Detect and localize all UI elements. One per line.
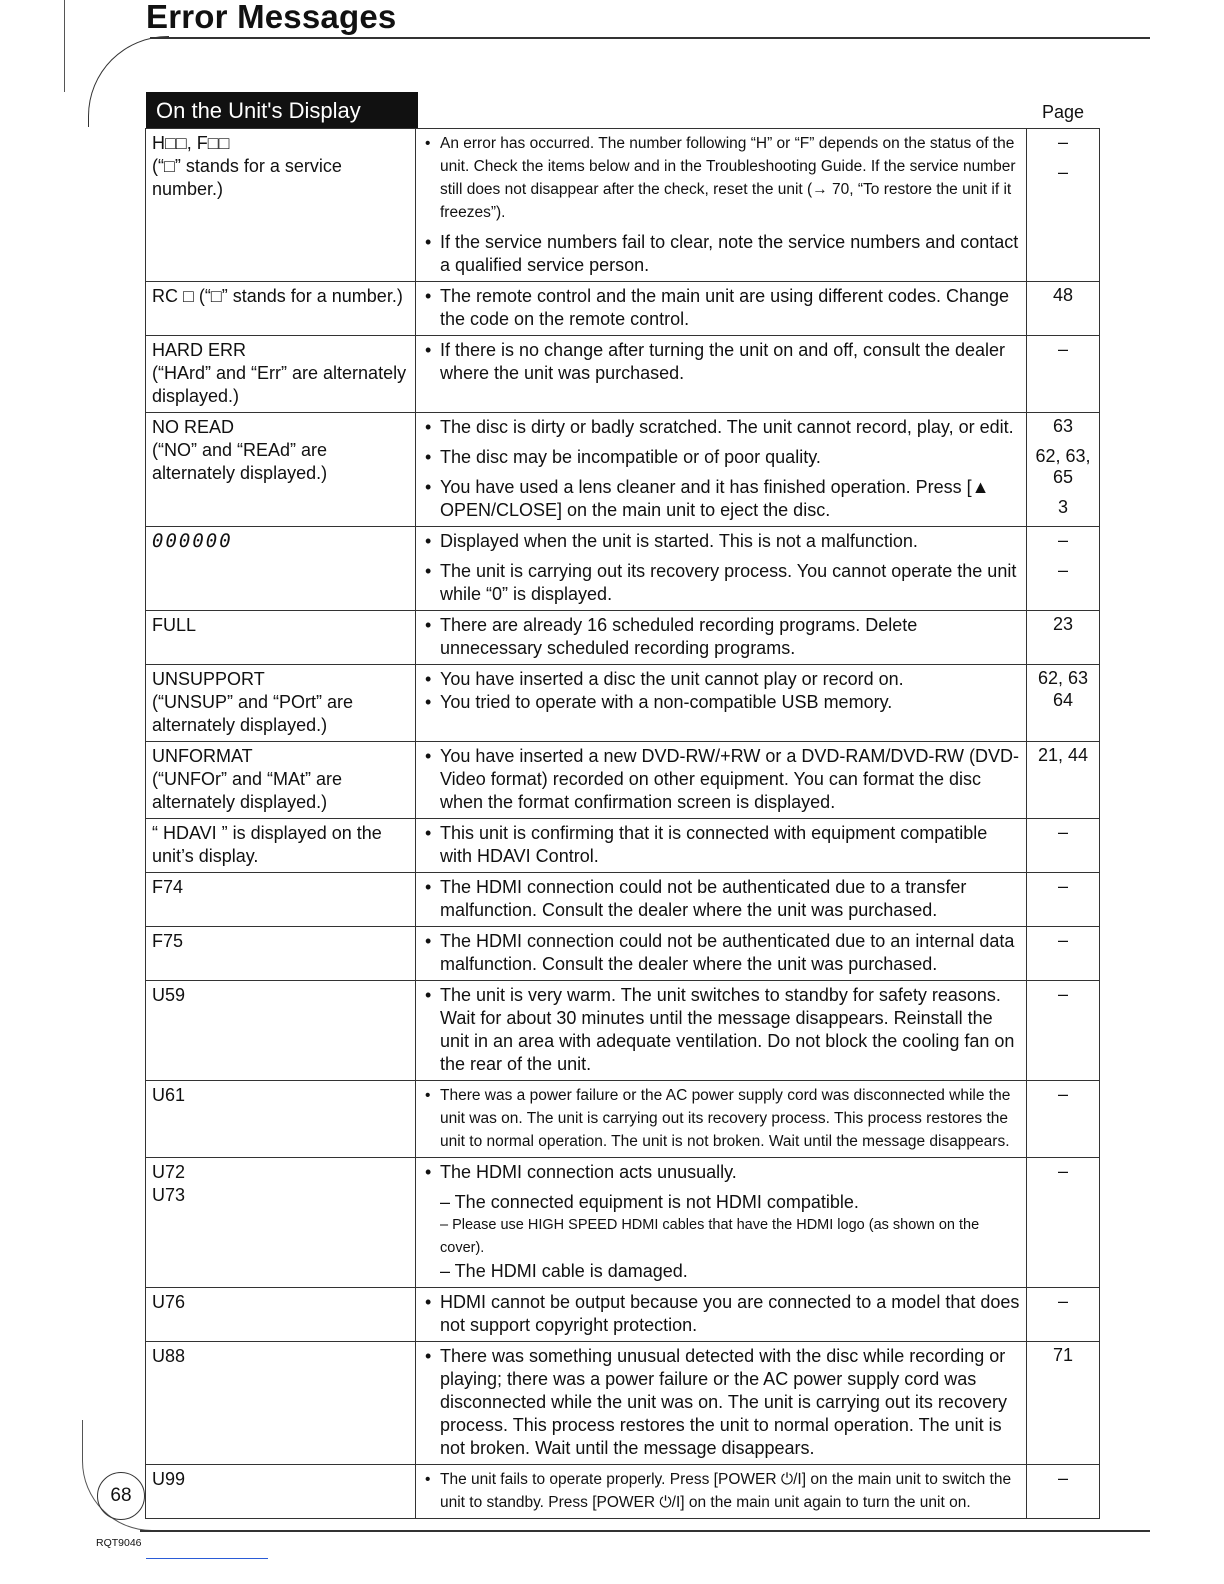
page-reference-cell xyxy=(1027,282,1100,336)
table-row xyxy=(146,1288,1100,1342)
page-reference: 21, 44 xyxy=(1037,745,1089,765)
description-cell xyxy=(416,665,1027,742)
description-item: • The unit fails to operate properly. Press [POWER ⏻/I] on the main unit to switch the unit to standby. Press [POWER ⏻/I] on the main unit again to turn the unit on. xyxy=(422,1468,1020,1514)
description-item: • The disc may be incompatible or of poor quality. xyxy=(422,446,1020,469)
page-reference-cell xyxy=(1027,1288,1100,1342)
page-reference-cell xyxy=(1027,873,1100,927)
description-cell xyxy=(416,873,1027,927)
display-message-text: NO READ xyxy=(152,417,235,437)
description-item: • An error has occurred. The number following “H” or “F” depends on the status of the unit. Check the items below and in the Troubleshooting Guide. If the service number still does not disappear after the check, reset the unit (→ 70, “To restore the unit if it freezes”). xyxy=(422,132,1020,224)
page-reference: – xyxy=(1057,132,1068,152)
display-message-text: (“UNSUP” and “POrt” are alternately displayed.) xyxy=(152,692,354,735)
page-reference-cell xyxy=(1027,1465,1100,1519)
page-reference: 62, 63, 65 xyxy=(1035,445,1091,487)
description-cell xyxy=(416,413,1027,527)
page-reference: 63 xyxy=(1052,416,1074,436)
display-message-cell xyxy=(146,527,416,611)
description-item: • The unit is carrying out its recovery process. You cannot operate the unit while “0” is displayed. xyxy=(422,560,1020,606)
page-reference: – xyxy=(1057,1084,1068,1104)
description-item: • The HDMI connection acts unusually. xyxy=(422,1161,1020,1184)
display-message-cell xyxy=(146,336,416,413)
description-item: • HDMI cannot be output because you are connected to a model that does not support copyright protection. xyxy=(422,1291,1020,1337)
table-row xyxy=(146,611,1100,665)
page-reference: 23 xyxy=(1052,614,1074,634)
table-row xyxy=(146,527,1100,611)
page-reference-cell xyxy=(1027,665,1100,742)
page-reference-cell xyxy=(1027,1081,1100,1158)
document-code: RQT9046 xyxy=(96,1537,142,1549)
description-cell xyxy=(416,927,1027,981)
description-sub-item: – The HDMI cable is damaged. xyxy=(440,1261,688,1281)
table-row xyxy=(146,1342,1100,1465)
page-reference: 62, 63 xyxy=(1037,668,1089,688)
display-message-cell xyxy=(146,927,416,981)
display-message-cell xyxy=(146,742,416,819)
footer-rule xyxy=(140,1530,1150,1532)
display-message-text: “ HDAVI ” is displayed on the unit’s display. xyxy=(152,823,382,866)
description-item: • The remote control and the main unit are using different codes. Change the code on the remote control. xyxy=(422,285,1020,331)
description-item: • This unit is confirming that it is connected with equipment compatible with HDAVI Control. xyxy=(422,822,1020,868)
display-message-text: U72 xyxy=(152,1162,186,1182)
page-reference: – xyxy=(1057,530,1068,550)
description-cell xyxy=(416,742,1027,819)
display-message-cell xyxy=(146,819,416,873)
display-message-text: U73 xyxy=(152,1185,186,1205)
table-row xyxy=(146,282,1100,336)
page-reference: – xyxy=(1057,339,1068,359)
page-reference: – xyxy=(1057,876,1068,896)
display-message-text: (“□” stands for a service number.) xyxy=(152,156,342,199)
display-message-text: (“HArd” and “Err” are alternately displayed.) xyxy=(152,363,407,406)
display-message-cell xyxy=(146,665,416,742)
description-item: • There was something unusual detected with the disc while recording or playing; there was a power failure or the AC power supply cord was disconnected while the unit was on. The unit is carrying out its recovery process. This process restores the unit to normal operation. The unit is not broken. Wait until the message disappears. xyxy=(422,1345,1020,1460)
description-sub-item: – The connected equipment is not HDMI compatible. xyxy=(440,1192,859,1212)
display-message-cell xyxy=(146,1465,416,1519)
page-reference: – xyxy=(1057,984,1068,1004)
display-message-cell xyxy=(146,1342,416,1465)
description-cell xyxy=(416,819,1027,873)
description-item: • The unit is very warm. The unit switches to standby for safety reasons. Wait for about 30 minutes until the message disappears. Reinstall the unit in an area with adequate ventilation. Do not block the cooling fan on the rear of the unit. xyxy=(422,984,1020,1076)
page-reference-cell xyxy=(1027,981,1100,1081)
display-message-text: U61 xyxy=(152,1085,186,1105)
error-table-body xyxy=(146,129,1100,1519)
table-row xyxy=(146,1465,1100,1519)
display-message-text: U88 xyxy=(152,1346,186,1366)
page-reference: 64 xyxy=(1052,689,1074,710)
page-reference-cell xyxy=(1027,927,1100,981)
page-reference-cell xyxy=(1027,1158,1100,1288)
description-cell xyxy=(416,1158,1027,1288)
description-cell xyxy=(416,611,1027,665)
table-row xyxy=(146,413,1100,527)
page-number: 68 xyxy=(97,1472,145,1520)
display-message-text: RC □ (“□” stands for a number.) xyxy=(152,286,403,306)
description-item: • You have used a lens cleaner and it has finished operation. Press [▲ OPEN/CLOSE] on the main unit to eject the disc. xyxy=(422,476,1020,522)
page-reference-cell xyxy=(1027,819,1100,873)
description-item: • If there is no change after turning the unit on and off, consult the dealer where the unit was purchased. xyxy=(422,339,1020,385)
description-cell xyxy=(416,1288,1027,1342)
display-message-cell xyxy=(146,981,416,1081)
description-item: • The disc is dirty or badly scratched. The unit cannot record, play, or edit. xyxy=(422,416,1020,439)
table-row xyxy=(146,129,1100,282)
description-item: • You have inserted a disc the unit cannot play or record on. xyxy=(422,668,1020,691)
display-message-text: FULL xyxy=(152,615,197,635)
display-message-cell xyxy=(146,611,416,665)
table-row xyxy=(146,665,1100,742)
display-message-cell xyxy=(146,1081,416,1158)
description-cell xyxy=(416,527,1027,611)
page-reference: – xyxy=(1057,161,1068,182)
description-item: • There are already 16 scheduled recording programs. Delete unnecessary scheduled recording programs. xyxy=(422,614,1020,660)
description-item: • If the service numbers fail to clear, note the service numbers and contact a qualified service person. xyxy=(422,231,1020,277)
table-row xyxy=(146,873,1100,927)
display-message-text: UNFORMAT xyxy=(152,746,253,766)
description-item: • The HDMI connection could not be authenticated due to a transfer malfunction. Consult the dealer where the unit was purchased. xyxy=(422,876,1020,922)
page-reference: – xyxy=(1057,1468,1068,1488)
page-reference: – xyxy=(1057,1291,1068,1311)
description-cell xyxy=(416,1081,1027,1158)
description-cell xyxy=(416,336,1027,413)
title-rule xyxy=(150,37,1150,39)
description-cell xyxy=(416,1465,1027,1519)
description-sub-item: – Please use HIGH SPEED HDMI cables that have the HDMI logo (as shown on the cover). xyxy=(440,1217,980,1256)
page-reference: 48 xyxy=(1052,285,1074,305)
display-message-cell xyxy=(146,873,416,927)
margin-line xyxy=(64,0,65,92)
display-message-text: U59 xyxy=(152,985,186,1005)
page-reference: 71 xyxy=(1052,1345,1074,1365)
table-row xyxy=(146,1081,1100,1158)
display-message-cell xyxy=(146,413,416,527)
table-row xyxy=(146,1158,1100,1288)
page-reference-cell xyxy=(1027,336,1100,413)
display-message-text: U76 xyxy=(152,1292,186,1312)
page-reference-cell xyxy=(1027,129,1100,282)
display-message-text: 000000 xyxy=(152,530,233,552)
description-cell xyxy=(416,129,1027,282)
description-cell xyxy=(416,981,1027,1081)
display-message-text: F74 xyxy=(152,877,184,897)
footer-accent-rule xyxy=(146,1558,268,1559)
display-message-text: U99 xyxy=(152,1469,186,1489)
page-reference: 3 xyxy=(1057,496,1068,517)
display-message-text: UNSUPPORT xyxy=(152,669,265,689)
display-message-cell xyxy=(146,1288,416,1342)
page-reference: – xyxy=(1057,559,1068,580)
description-item: • There was a power failure or the AC power supply cord was disconnected while the unit was on. The unit is carrying out its recovery process. This process restores the unit to normal operation. The unit is not broken. Wait until the message disappears. xyxy=(422,1084,1020,1153)
page-reference: – xyxy=(1057,1161,1068,1181)
page-reference: – xyxy=(1057,822,1068,842)
table-row xyxy=(146,927,1100,981)
page-reference-cell xyxy=(1027,527,1100,611)
description-cell xyxy=(416,282,1027,336)
description-item: • Displayed when the unit is started. This is not a malfunction. xyxy=(422,530,1020,553)
display-message-text: (“UNFOr” and “MAt” are alternately displayed.) xyxy=(152,769,343,812)
page-reference: – xyxy=(1057,930,1068,950)
description-cell xyxy=(416,1342,1027,1465)
display-message-text: HARD ERR xyxy=(152,340,247,360)
section-heading: On the Unit's Display xyxy=(146,92,418,129)
display-message-text: F75 xyxy=(152,931,184,951)
display-message-cell xyxy=(146,129,416,282)
display-message-cell xyxy=(146,1158,416,1288)
table-row xyxy=(146,742,1100,819)
description-item: • The HDMI connection could not be authenticated due to an internal data malfunction. Consult the dealer where the unit was purchased. xyxy=(422,930,1020,976)
page-reference-cell xyxy=(1027,742,1100,819)
table-row xyxy=(146,336,1100,413)
table-row xyxy=(146,981,1100,1081)
page-reference-cell xyxy=(1027,413,1100,527)
display-message-text: H□□, F□□ xyxy=(152,133,230,153)
page-reference-cell xyxy=(1027,1342,1100,1465)
display-message-cell xyxy=(146,282,416,336)
page-column-label: Page xyxy=(1042,102,1085,122)
page-reference-cell xyxy=(1027,611,1100,665)
page-title: Error Messages xyxy=(146,0,397,35)
display-message-text: (“NO” and “REAd” are alternately displayed.) xyxy=(152,440,328,483)
error-messages-table xyxy=(145,128,1100,1519)
description-item: • You have inserted a new DVD-RW/+RW or a DVD-RAM/DVD-RW (DVD-Video format) recorded on other equipment. You can format the disc when the format confirmation screen is displayed. xyxy=(422,745,1020,814)
description-item: • You tried to operate with a non-compatible USB memory. xyxy=(422,691,1020,714)
table-row xyxy=(146,819,1100,873)
